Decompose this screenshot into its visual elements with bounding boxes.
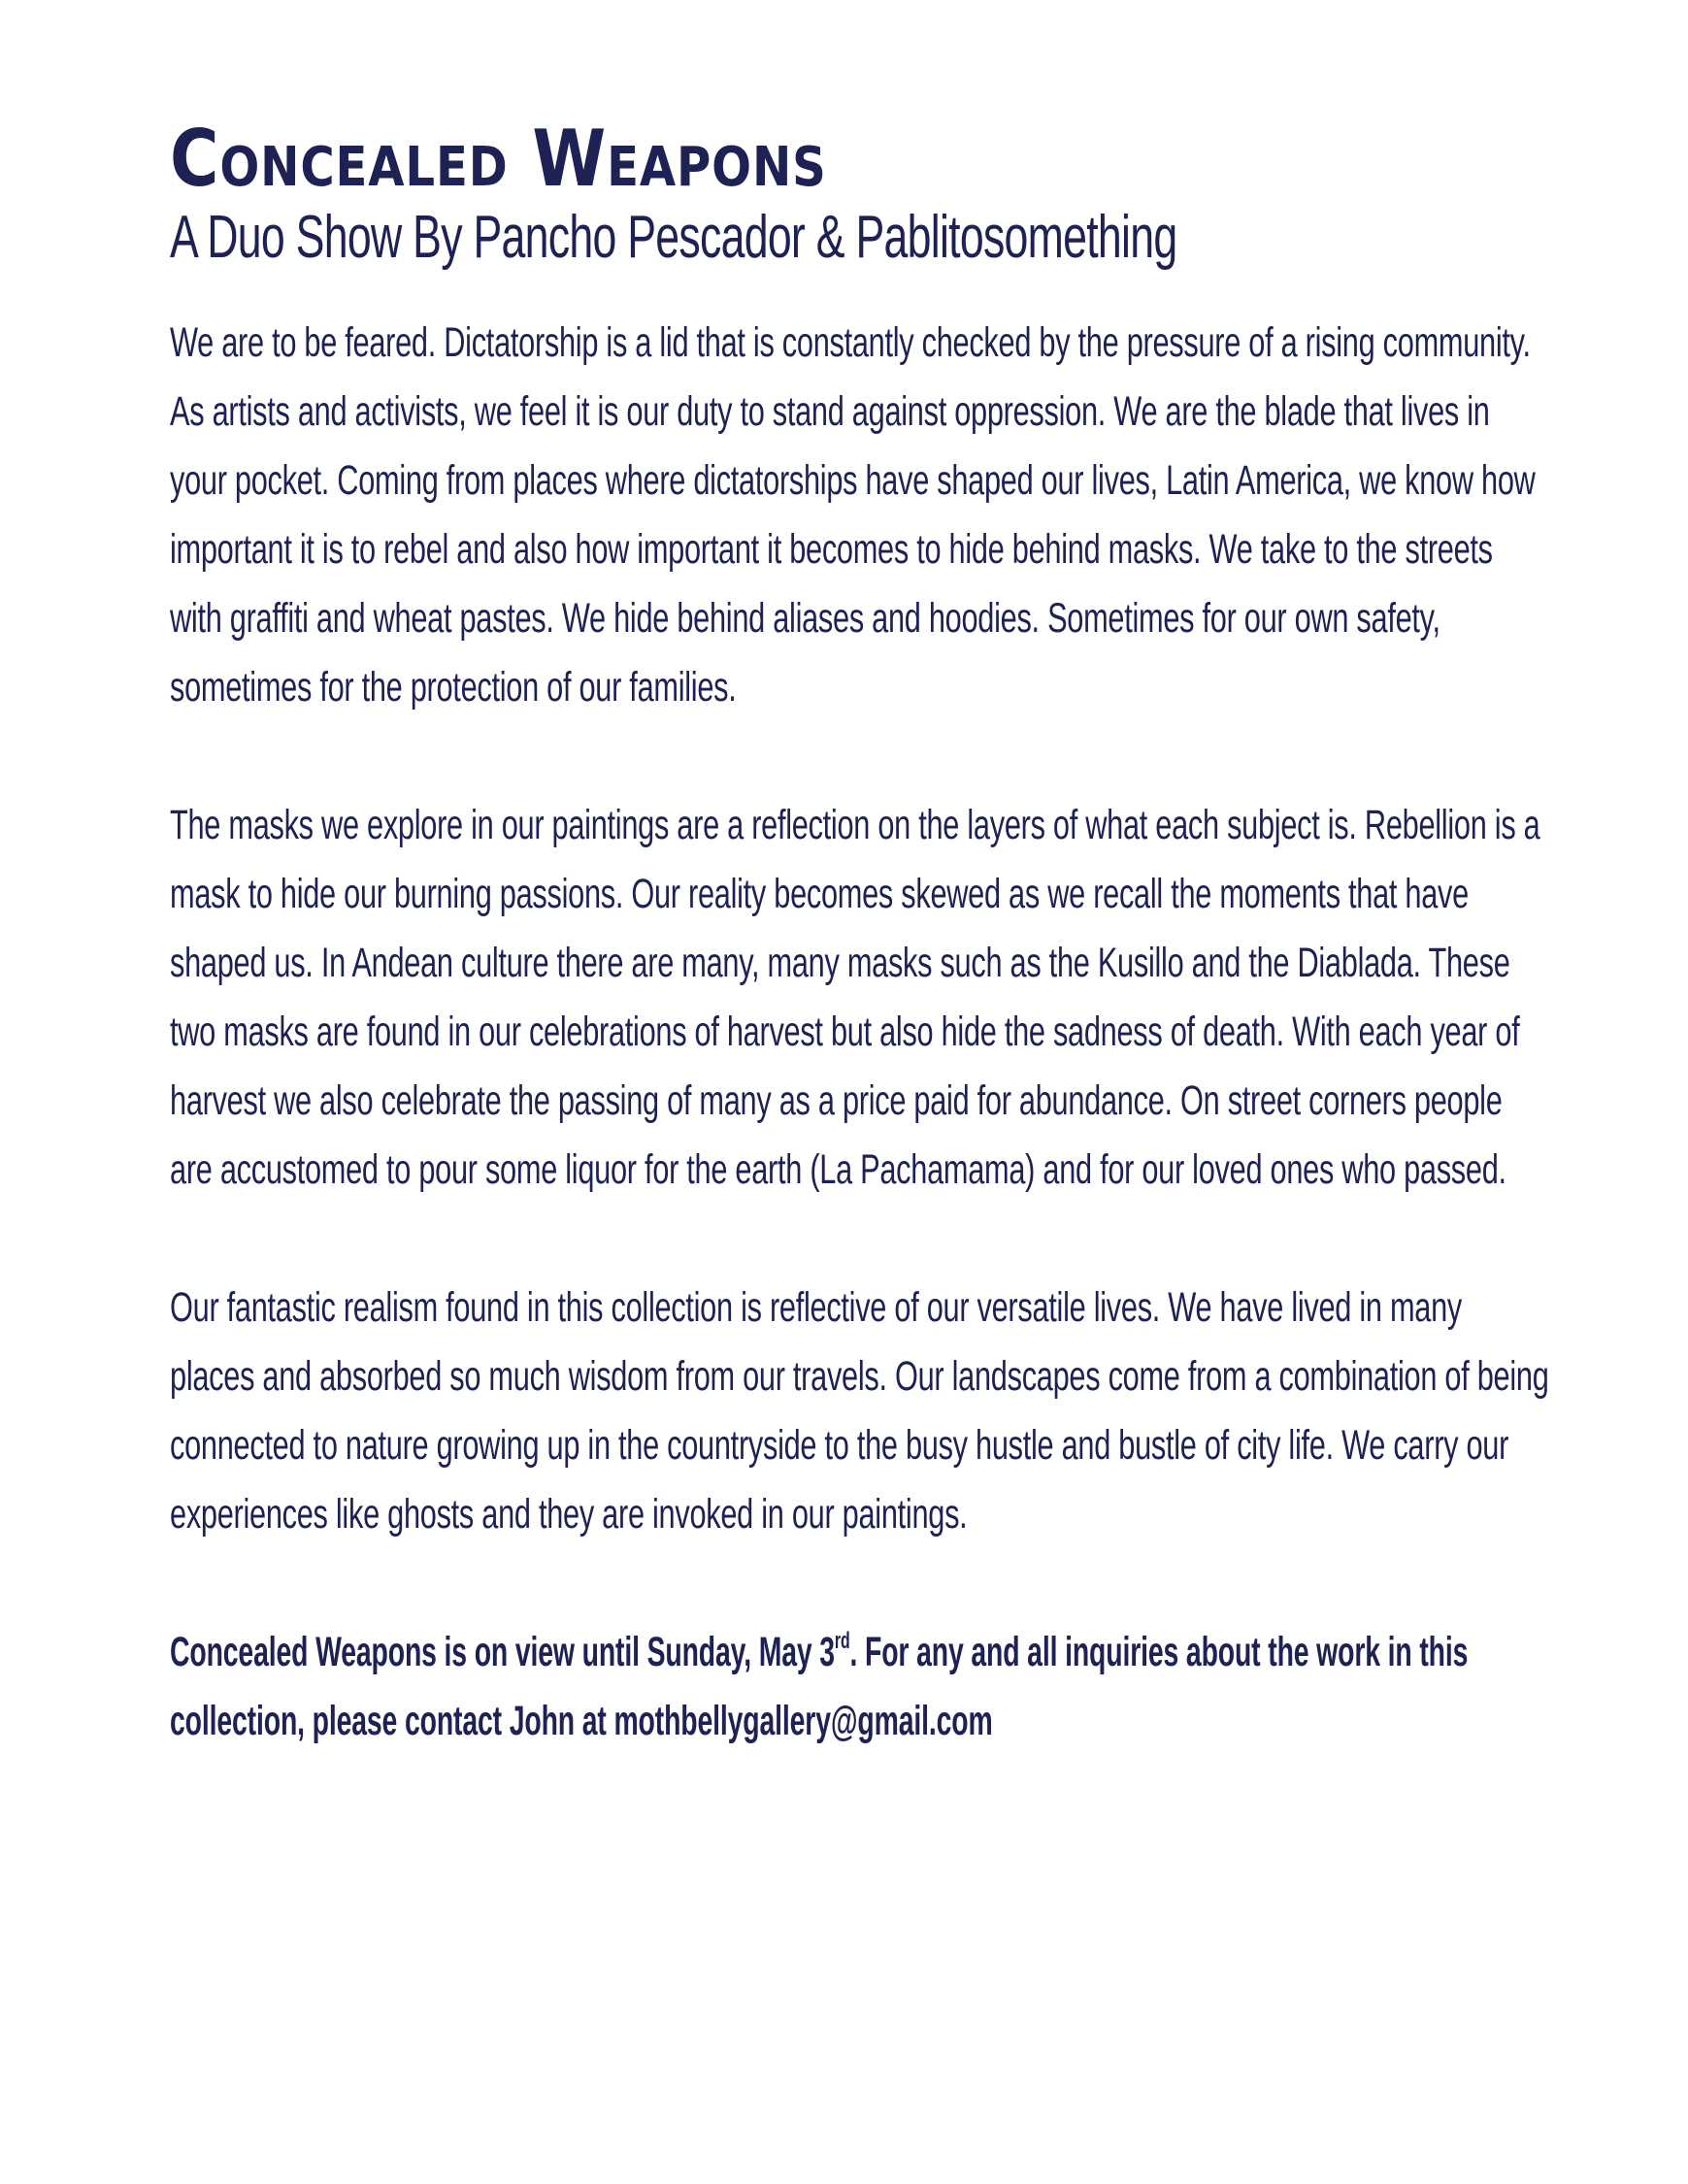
closing-line-1 — [170, 1618, 1469, 1687]
document-page — [170, 115, 1548, 1825]
paragraph-line: with graffiti and wheat pastes. We hide behind aliases and hoodies. Sometimes for our own safety, — [170, 595, 1440, 642]
paragraph-line: connected to nature growing up in the countryside to the busy hustle and bustle of city life. We carry our — [170, 1422, 1509, 1469]
closing-text-before-sup: Concealed Weapons is on view until Sunday, May 3 — [170, 1629, 835, 1675]
paragraph-line: places and absorbed so much wisdom from our travels. Our landscapes come from a combination of being — [170, 1353, 1549, 1400]
page-title: Concealed Weapons — [170, 114, 827, 204]
paragraph-line: Our fantastic realism found in this collection is reflective of our versatile lives. We have lived in many — [170, 1284, 1463, 1331]
ordinal-suffix: rd — [834, 1628, 850, 1654]
paragraph-1 — [170, 309, 1548, 722]
paragraph-line: are accustomed to pour some liquor for the earth (La Pachamama) and for our loved ones who passed. — [170, 1146, 1506, 1193]
closing-line-2: collection, please contact John at mothbellygallery@gmail.com — [170, 1698, 993, 1744]
paragraph-line: As artists and activists, we feel it is our duty to stand against oppression. We are the blade that lives in — [170, 388, 1490, 435]
paragraph-3 — [170, 1274, 1548, 1549]
body-text — [170, 309, 1548, 1756]
paragraph-line: We are to be feared. Dictatorship is a lid that is constantly checked by the pressure of a rising community. — [170, 319, 1531, 366]
paragraph-line: The masks we explore in our paintings are a reflection on the layers of what each subject is. Rebellion is a — [170, 802, 1540, 848]
paragraph-line: two masks are found in our celebrations of harvest but also hide the sadness of death. With each year of — [170, 1009, 1520, 1055]
paragraph-line: harvest we also celebrate the passing of many as a price paid for abundance. On street corners people — [170, 1077, 1503, 1124]
closing-text-after-sup: . For any and all inquiries about the work in this — [849, 1629, 1469, 1675]
paragraph-line: shaped us. In Andean culture there are many, many masks such as the Kusillo and the Diablada. These — [170, 940, 1510, 986]
paragraph-line: sometimes for the protection of our families. — [170, 664, 737, 711]
paragraph-line: mask to hide our burning passions. Our reality becomes skewed as we recall the moments that have — [170, 871, 1469, 917]
paragraph-line: your pocket. Coming from places where dictatorships have shaped our lives, Latin America, we know how — [170, 457, 1536, 504]
page-subtitle: A Duo Show By Pancho Pescador & Pablitosomething — [170, 204, 1177, 271]
paragraph-2 — [170, 791, 1548, 1205]
paragraph-line: important it is to rebel and also how important it becomes to hide behind masks. We take to the streets — [170, 526, 1493, 573]
closing-note — [170, 1618, 1548, 1756]
paragraph-line: experiences like ghosts and they are invoked in our paintings. — [170, 1491, 968, 1538]
